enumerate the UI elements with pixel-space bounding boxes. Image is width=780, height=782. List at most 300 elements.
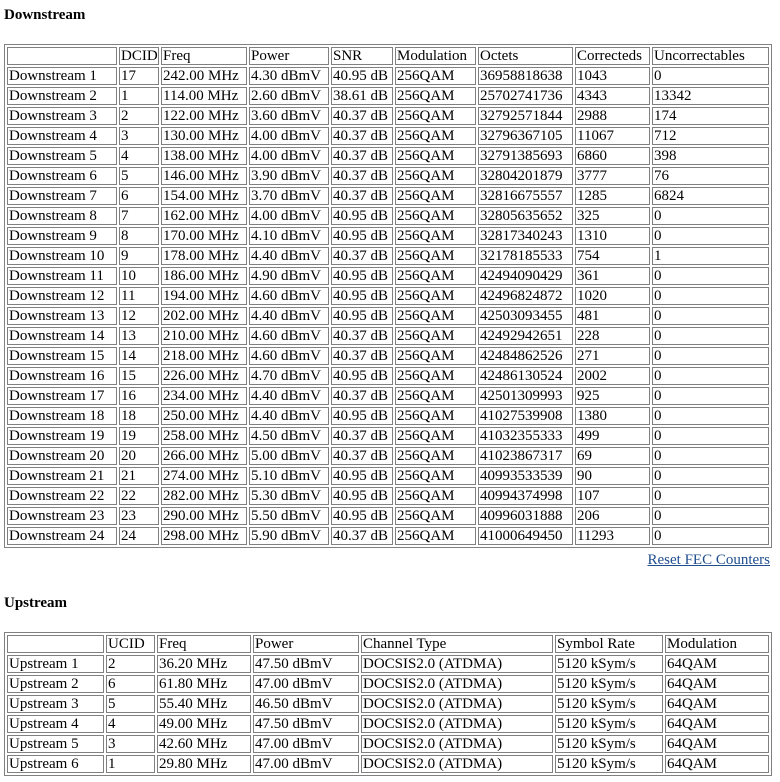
table-cell: 40.95 dB bbox=[331, 487, 393, 505]
table-cell: 0 bbox=[652, 227, 769, 245]
table-cell: 42503093455 bbox=[478, 307, 573, 325]
table-cell: 40.95 dB bbox=[331, 67, 393, 85]
table-cell: 32804201879 bbox=[478, 167, 573, 185]
table-cell: 6 bbox=[106, 675, 155, 693]
table-cell: 18 bbox=[119, 407, 159, 425]
table-cell: 5120 kSym/s bbox=[555, 655, 663, 673]
table-cell: 40.95 dB bbox=[331, 287, 393, 305]
table-cell: 290.00 MHz bbox=[161, 507, 247, 525]
table-cell: 5120 kSym/s bbox=[555, 715, 663, 733]
table-cell: 6 bbox=[119, 187, 159, 205]
table-cell: 0 bbox=[652, 487, 769, 505]
channel-name-cell: Downstream 14 bbox=[7, 327, 117, 345]
table-cell: 186.00 MHz bbox=[161, 267, 247, 285]
table-cell: 4.00 dBmV bbox=[249, 147, 329, 165]
table-cell: 4.00 dBmV bbox=[249, 127, 329, 145]
table-cell: 274.00 MHz bbox=[161, 467, 247, 485]
channel-name-cell: Upstream 6 bbox=[7, 755, 104, 773]
table-cell: 0 bbox=[652, 327, 769, 345]
table-cell: 40.37 dB bbox=[331, 147, 393, 165]
table-cell: 47.50 dBmV bbox=[253, 715, 359, 733]
table-cell: DOCSIS2.0 (ATDMA) bbox=[361, 675, 553, 693]
table-cell: 1 bbox=[652, 247, 769, 265]
table-cell: 4.60 dBmV bbox=[249, 347, 329, 365]
table-cell: 162.00 MHz bbox=[161, 207, 247, 225]
channel-name-cell: Downstream 21 bbox=[7, 467, 117, 485]
table-cell: 256QAM bbox=[395, 187, 476, 205]
table-row bbox=[7, 447, 769, 465]
channel-name-cell: Upstream 5 bbox=[7, 735, 104, 753]
upstream-title: Upstream bbox=[4, 595, 68, 611]
channel-name-cell: Downstream 2 bbox=[7, 87, 117, 105]
table-row bbox=[7, 347, 769, 365]
table-cell: 17 bbox=[119, 67, 159, 85]
table-cell: 42.60 MHz bbox=[157, 735, 251, 753]
table-cell: 5120 kSym/s bbox=[555, 695, 663, 713]
table-cell: 40.37 dB bbox=[331, 427, 393, 445]
table-cell: 12 bbox=[119, 307, 159, 325]
table-cell: 5.90 dBmV bbox=[249, 527, 329, 545]
table-cell: 4.90 dBmV bbox=[249, 267, 329, 285]
table-cell: 22 bbox=[119, 487, 159, 505]
table-cell: 2 bbox=[119, 107, 159, 125]
table-row bbox=[7, 387, 769, 405]
table-cell: 1310 bbox=[575, 227, 650, 245]
table-cell: 40.95 dB bbox=[331, 227, 393, 245]
table-cell: 55.40 MHz bbox=[157, 695, 251, 713]
table-cell: 0 bbox=[652, 427, 769, 445]
table-cell: 218.00 MHz bbox=[161, 347, 247, 365]
channel-name-cell: Downstream 5 bbox=[7, 147, 117, 165]
table-cell: 40.37 dB bbox=[331, 447, 393, 465]
table-row bbox=[7, 715, 769, 733]
channel-name-cell: Downstream 8 bbox=[7, 207, 117, 225]
column-header: Uncorrectables bbox=[652, 47, 769, 65]
table-cell: 64QAM bbox=[665, 695, 769, 713]
table-cell: 4.60 dBmV bbox=[249, 327, 329, 345]
table-cell: 40.95 dB bbox=[331, 507, 393, 525]
table-cell: 3 bbox=[119, 127, 159, 145]
table-cell: 1043 bbox=[575, 67, 650, 85]
table-cell: 122.00 MHz bbox=[161, 107, 247, 125]
table-cell: 228 bbox=[575, 327, 650, 345]
table-cell: 46.50 dBmV bbox=[253, 695, 359, 713]
table-cell: 226.00 MHz bbox=[161, 367, 247, 385]
channel-name-cell: Downstream 22 bbox=[7, 487, 117, 505]
channel-name-cell: Downstream 11 bbox=[7, 267, 117, 285]
table-cell: 90 bbox=[575, 467, 650, 485]
table-row bbox=[7, 327, 769, 345]
table-cell: 6860 bbox=[575, 147, 650, 165]
table-cell: 0 bbox=[652, 347, 769, 365]
table-cell: 13342 bbox=[652, 87, 769, 105]
table-cell: 5.50 dBmV bbox=[249, 507, 329, 525]
table-cell: 256QAM bbox=[395, 327, 476, 345]
table-cell: 256QAM bbox=[395, 487, 476, 505]
table-row bbox=[7, 655, 769, 673]
table-cell: 242.00 MHz bbox=[161, 67, 247, 85]
channel-name-cell: Downstream 16 bbox=[7, 367, 117, 385]
table-cell: 712 bbox=[652, 127, 769, 145]
channel-name-cell: Downstream 7 bbox=[7, 187, 117, 205]
table-cell: 1 bbox=[119, 87, 159, 105]
table-cell: 69 bbox=[575, 447, 650, 465]
table-cell: 234.00 MHz bbox=[161, 387, 247, 405]
table-cell: 42496824872 bbox=[478, 287, 573, 305]
table-cell: 0 bbox=[652, 467, 769, 485]
table-cell: 298.00 MHz bbox=[161, 527, 247, 545]
table-cell: 24 bbox=[119, 527, 159, 545]
table-cell: 32791385693 bbox=[478, 147, 573, 165]
table-cell: 178.00 MHz bbox=[161, 247, 247, 265]
table-cell: 256QAM bbox=[395, 307, 476, 325]
table-cell: 266.00 MHz bbox=[161, 447, 247, 465]
table-row bbox=[7, 67, 769, 85]
table-cell: 256QAM bbox=[395, 427, 476, 445]
channel-name-cell: Downstream 1 bbox=[7, 67, 117, 85]
table-cell: 47.00 dBmV bbox=[253, 675, 359, 693]
table-cell: 42501309993 bbox=[478, 387, 573, 405]
table-cell: DOCSIS2.0 (ATDMA) bbox=[361, 695, 553, 713]
channel-name-cell: Upstream 3 bbox=[7, 695, 104, 713]
table-cell: 0 bbox=[652, 527, 769, 545]
channel-name-cell: Downstream 13 bbox=[7, 307, 117, 325]
table-cell: 256QAM bbox=[395, 507, 476, 525]
column-header: Correcteds bbox=[575, 47, 650, 65]
table-cell: 49.00 MHz bbox=[157, 715, 251, 733]
table-cell: 256QAM bbox=[395, 407, 476, 425]
table-cell: 5120 kSym/s bbox=[555, 755, 663, 773]
table-cell: 36.20 MHz bbox=[157, 655, 251, 673]
table-cell: 4.40 dBmV bbox=[249, 307, 329, 325]
channel-name-cell: Downstream 6 bbox=[7, 167, 117, 185]
table-cell: 61.80 MHz bbox=[157, 675, 251, 693]
table-cell: 11067 bbox=[575, 127, 650, 145]
table-cell: 4.40 dBmV bbox=[249, 407, 329, 425]
table-cell: 32796367105 bbox=[478, 127, 573, 145]
channel-name-cell: Downstream 23 bbox=[7, 507, 117, 525]
column-header bbox=[7, 635, 104, 653]
table-row bbox=[7, 287, 769, 305]
table-cell: 114.00 MHz bbox=[161, 87, 247, 105]
table-cell: 10 bbox=[119, 267, 159, 285]
table-row bbox=[7, 675, 769, 693]
table-cell: 258.00 MHz bbox=[161, 427, 247, 445]
channel-name-cell: Downstream 9 bbox=[7, 227, 117, 245]
table-cell: 1020 bbox=[575, 287, 650, 305]
table-cell: 0 bbox=[652, 367, 769, 385]
table-cell: 40.37 dB bbox=[331, 127, 393, 145]
table-row bbox=[7, 167, 769, 185]
table-cell: 7 bbox=[119, 207, 159, 225]
column-header: DCID bbox=[121, 48, 158, 64]
channel-name-cell: Downstream 20 bbox=[7, 447, 117, 465]
table-row bbox=[7, 507, 769, 525]
channel-name-cell: Downstream 12 bbox=[7, 287, 117, 305]
table-cell: 40.95 dB bbox=[331, 307, 393, 325]
channel-name-cell: Downstream 24 bbox=[7, 527, 117, 545]
table-cell: 5.30 dBmV bbox=[249, 487, 329, 505]
channel-name-cell: Downstream 3 bbox=[7, 107, 117, 125]
column-header: Channel Type bbox=[361, 635, 553, 653]
table-cell: 107 bbox=[575, 487, 650, 505]
table-cell: 32817340243 bbox=[478, 227, 573, 245]
table-cell: 170.00 MHz bbox=[161, 227, 247, 245]
table-cell: 256QAM bbox=[395, 67, 476, 85]
table-cell: 2002 bbox=[575, 367, 650, 385]
table-cell: 64QAM bbox=[665, 675, 769, 693]
table-row bbox=[7, 755, 769, 773]
table-cell: 4.40 dBmV bbox=[249, 387, 329, 405]
reset-fec-counters-link[interactable]: Reset FEC Counters bbox=[647, 552, 770, 568]
table-row bbox=[7, 147, 769, 165]
table-cell: 11293 bbox=[575, 527, 650, 545]
table-cell: 4.10 dBmV bbox=[249, 227, 329, 245]
table-cell: 210.00 MHz bbox=[161, 327, 247, 345]
table-cell: 19 bbox=[119, 427, 159, 445]
table-row bbox=[7, 735, 769, 753]
table-cell: 256QAM bbox=[395, 347, 476, 365]
table-cell: 5 bbox=[119, 167, 159, 185]
table-cell: 3.60 dBmV bbox=[249, 107, 329, 125]
table-row bbox=[7, 107, 769, 125]
table-cell: 0 bbox=[652, 267, 769, 285]
table-cell: 47.50 dBmV bbox=[253, 655, 359, 673]
table-cell: 0 bbox=[652, 67, 769, 85]
table-cell: 32816675557 bbox=[478, 187, 573, 205]
table-cell: 76 bbox=[652, 167, 769, 185]
table-row bbox=[7, 307, 769, 325]
table-cell: 64QAM bbox=[665, 715, 769, 733]
table-cell: 256QAM bbox=[395, 467, 476, 485]
column-header bbox=[7, 47, 117, 65]
table-cell: 4 bbox=[106, 715, 155, 733]
table-cell: 25702741736 bbox=[478, 87, 573, 105]
table-cell: 40.37 dB bbox=[331, 247, 393, 265]
channel-name-cell: Downstream 19 bbox=[7, 427, 117, 445]
table-cell: 3777 bbox=[575, 167, 650, 185]
channel-name-cell: Upstream 4 bbox=[7, 715, 104, 733]
table-cell: 250.00 MHz bbox=[161, 407, 247, 425]
downstream-title: Downstream bbox=[4, 7, 86, 23]
table-cell: 754 bbox=[575, 247, 650, 265]
table-cell: 256QAM bbox=[395, 527, 476, 545]
table-cell: 64QAM bbox=[665, 755, 769, 773]
table-cell: 40.37 dB bbox=[331, 167, 393, 185]
table-cell: 194.00 MHz bbox=[161, 287, 247, 305]
column-header: Octets bbox=[478, 47, 573, 65]
table-cell: 2 bbox=[106, 655, 155, 673]
table-cell: 40994374998 bbox=[478, 487, 573, 505]
table-cell: 4.70 dBmV bbox=[249, 367, 329, 385]
table-row bbox=[7, 267, 769, 285]
table-cell: 5.10 dBmV bbox=[249, 467, 329, 485]
table-cell: 271 bbox=[575, 347, 650, 365]
channel-name-cell: Downstream 17 bbox=[7, 387, 117, 405]
table-cell: 40.95 dB bbox=[331, 407, 393, 425]
table-cell: 499 bbox=[575, 427, 650, 445]
table-cell: 13 bbox=[119, 327, 159, 345]
table-cell: 42484862526 bbox=[478, 347, 573, 365]
table-row bbox=[7, 487, 769, 505]
table-cell: 256QAM bbox=[395, 287, 476, 305]
table-cell: 256QAM bbox=[395, 227, 476, 245]
table-cell: 174 bbox=[652, 107, 769, 125]
table-cell: 146.00 MHz bbox=[161, 167, 247, 185]
table-cell: 4 bbox=[119, 147, 159, 165]
table-cell: 42492942651 bbox=[478, 327, 573, 345]
table-cell: 1285 bbox=[575, 187, 650, 205]
table-cell: 4.30 dBmV bbox=[249, 67, 329, 85]
table-cell: 256QAM bbox=[395, 87, 476, 105]
table-cell: 36958818638 bbox=[478, 67, 573, 85]
table-cell: 40.95 dB bbox=[331, 267, 393, 285]
table-cell: 64QAM bbox=[665, 655, 769, 673]
table-cell: 38.61 dB bbox=[331, 87, 393, 105]
table-cell: DOCSIS2.0 (ATDMA) bbox=[361, 735, 553, 753]
column-header: Power bbox=[253, 635, 359, 653]
table-row bbox=[7, 247, 769, 265]
table-cell: 20 bbox=[119, 447, 159, 465]
table-cell: 41027539908 bbox=[478, 407, 573, 425]
table-cell: 3 bbox=[106, 735, 155, 753]
table-cell: 925 bbox=[575, 387, 650, 405]
table-cell: 41032355333 bbox=[478, 427, 573, 445]
table-cell: 256QAM bbox=[395, 147, 476, 165]
table-cell: 9 bbox=[119, 247, 159, 265]
table-cell: 4.00 dBmV bbox=[249, 207, 329, 225]
table-cell: 40.37 dB bbox=[331, 387, 393, 405]
table-cell: 130.00 MHz bbox=[161, 127, 247, 145]
table-cell: 40993533539 bbox=[478, 467, 573, 485]
table-row bbox=[7, 227, 769, 245]
table-cell: 154.00 MHz bbox=[161, 187, 247, 205]
table-cell: 4.60 dBmV bbox=[249, 287, 329, 305]
column-header: Freq bbox=[161, 47, 247, 65]
table-cell: 0 bbox=[652, 447, 769, 465]
table-cell: 64QAM bbox=[665, 735, 769, 753]
table-cell: 32178185533 bbox=[478, 247, 573, 265]
table-cell: DOCSIS2.0 (ATDMA) bbox=[361, 715, 553, 733]
table-cell: 256QAM bbox=[395, 447, 476, 465]
table-cell: 16 bbox=[119, 387, 159, 405]
table-cell: 23 bbox=[119, 507, 159, 525]
table-row bbox=[7, 367, 769, 385]
table-cell: 256QAM bbox=[395, 267, 476, 285]
table-cell: 40.95 dB bbox=[331, 467, 393, 485]
table-cell: 4.40 dBmV bbox=[249, 247, 329, 265]
table-cell: 5120 kSym/s bbox=[555, 735, 663, 753]
table-row bbox=[7, 407, 769, 425]
table-cell: 256QAM bbox=[395, 387, 476, 405]
table-cell: 40.37 dB bbox=[331, 527, 393, 545]
table-cell: 282.00 MHz bbox=[161, 487, 247, 505]
table-cell: 2.60 dBmV bbox=[249, 87, 329, 105]
channel-name-cell: Downstream 10 bbox=[7, 247, 117, 265]
table-row bbox=[7, 127, 769, 145]
table-cell: 256QAM bbox=[395, 367, 476, 385]
channel-name-cell: Upstream 2 bbox=[7, 675, 104, 693]
table-cell: 40.95 dB bbox=[331, 367, 393, 385]
table-cell: 40.37 dB bbox=[331, 347, 393, 365]
table-row bbox=[7, 467, 769, 485]
downstream-header-row bbox=[7, 47, 769, 65]
table-cell: 15 bbox=[119, 367, 159, 385]
table-cell: 21 bbox=[119, 467, 159, 485]
table-cell: 202.00 MHz bbox=[161, 307, 247, 325]
table-cell: 32792571844 bbox=[478, 107, 573, 125]
table-cell: 32805635652 bbox=[478, 207, 573, 225]
table-cell: 11 bbox=[119, 287, 159, 305]
table-cell: 256QAM bbox=[395, 247, 476, 265]
table-cell: 40.37 dB bbox=[331, 187, 393, 205]
table-cell: 4.50 dBmV bbox=[249, 427, 329, 445]
table-cell: 14 bbox=[119, 347, 159, 365]
table-cell: 3.90 dBmV bbox=[249, 167, 329, 185]
upstream-table bbox=[4, 632, 772, 776]
table-row bbox=[7, 527, 769, 545]
table-row bbox=[7, 427, 769, 445]
table-cell: 0 bbox=[652, 507, 769, 525]
table-cell: 42494090429 bbox=[478, 267, 573, 285]
upstream-header-row bbox=[7, 635, 769, 653]
table-cell: 0 bbox=[652, 307, 769, 325]
table-cell: 4343 bbox=[575, 87, 650, 105]
table-cell: 256QAM bbox=[395, 127, 476, 145]
column-header: Modulation bbox=[665, 635, 769, 653]
table-cell: 42486130524 bbox=[478, 367, 573, 385]
channel-name-cell: Upstream 1 bbox=[7, 655, 104, 673]
table-cell: 0 bbox=[652, 207, 769, 225]
column-header: SNR bbox=[331, 47, 393, 65]
column-header: Symbol Rate bbox=[555, 635, 663, 653]
channel-name-cell: Downstream 4 bbox=[7, 127, 117, 145]
table-cell: DOCSIS2.0 (ATDMA) bbox=[361, 655, 553, 673]
table-cell: 0 bbox=[652, 387, 769, 405]
table-cell: 6824 bbox=[652, 187, 769, 205]
table-cell: 481 bbox=[575, 307, 650, 325]
table-cell: 47.00 dBmV bbox=[253, 735, 359, 753]
table-cell: 29.80 MHz bbox=[157, 755, 251, 773]
table-cell: 41023867317 bbox=[478, 447, 573, 465]
table-cell: 206 bbox=[575, 507, 650, 525]
table-cell: 361 bbox=[575, 267, 650, 285]
table-cell: 5120 kSym/s bbox=[555, 675, 663, 693]
table-row bbox=[7, 187, 769, 205]
table-cell: 41000649450 bbox=[478, 527, 573, 545]
table-cell: 256QAM bbox=[395, 207, 476, 225]
table-cell: 138.00 MHz bbox=[161, 147, 247, 165]
table-cell: 256QAM bbox=[395, 107, 476, 125]
table-cell: 5.00 dBmV bbox=[249, 447, 329, 465]
table-cell: 40996031888 bbox=[478, 507, 573, 525]
column-header: UCID bbox=[106, 635, 155, 653]
channel-name-cell: Downstream 18 bbox=[7, 407, 117, 425]
table-cell: 3.70 dBmV bbox=[249, 187, 329, 205]
table-cell: 8 bbox=[119, 227, 159, 245]
table-row bbox=[7, 695, 769, 713]
column-header: Freq bbox=[157, 635, 251, 653]
table-cell: 0 bbox=[652, 407, 769, 425]
column-header: Modulation bbox=[395, 47, 476, 65]
table-cell: 2988 bbox=[575, 107, 650, 125]
table-cell: 256QAM bbox=[395, 167, 476, 185]
table-row bbox=[7, 207, 769, 225]
table-cell: 40.95 dB bbox=[331, 207, 393, 225]
table-cell: 1380 bbox=[575, 407, 650, 425]
column-header: Power bbox=[249, 47, 329, 65]
downstream-table bbox=[4, 44, 772, 548]
